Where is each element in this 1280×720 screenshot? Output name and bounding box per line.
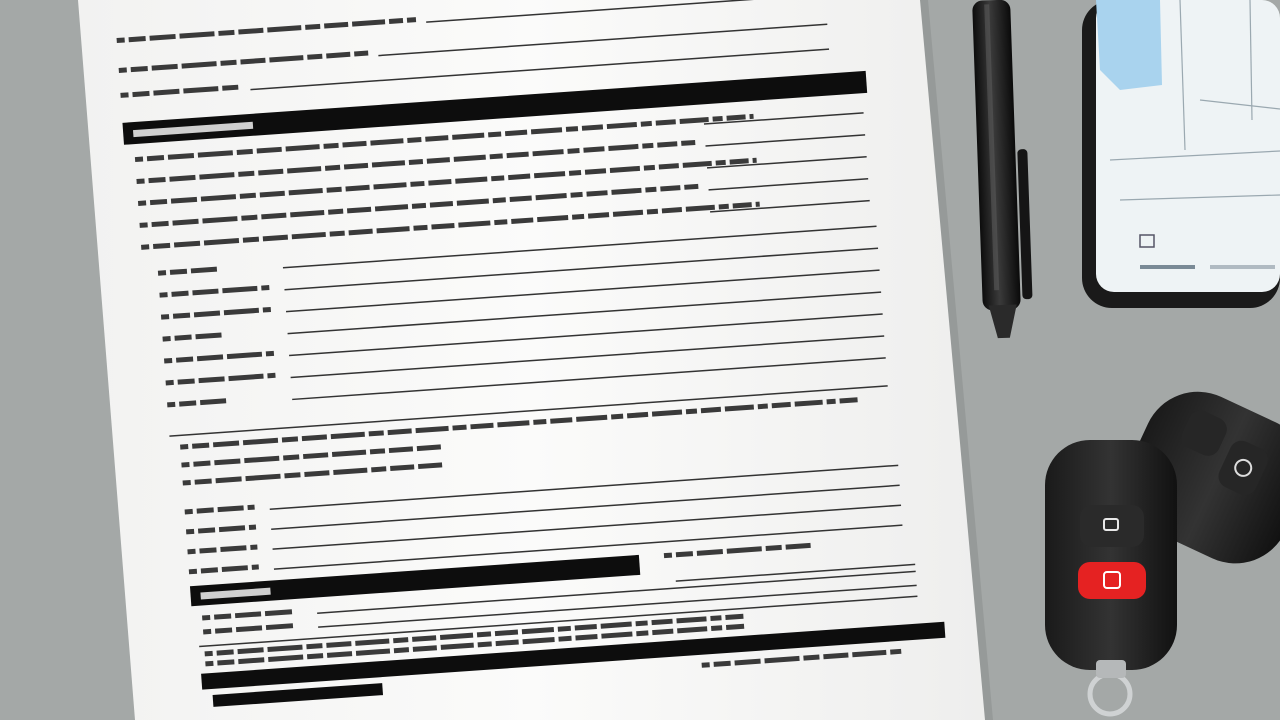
illegible-text: [161, 314, 169, 320]
illegible-text: [488, 131, 501, 137]
illegible-text: [647, 209, 658, 215]
illegible-text: [389, 18, 403, 24]
illegible-text: [370, 448, 385, 454]
illegible-text: [189, 569, 197, 575]
illegible-text: [490, 153, 503, 159]
smartphone: [1082, 0, 1280, 308]
illegible-text: [159, 292, 167, 298]
illegible-text: [756, 202, 760, 207]
illegible-text: [409, 159, 423, 165]
illegible-text: [452, 425, 466, 431]
illegible-text: [702, 662, 710, 668]
pen-tip: [989, 304, 1018, 338]
illegible-text: [138, 200, 146, 206]
illegible-text: [263, 307, 271, 313]
illegible-text: [203, 629, 211, 635]
illegible-text: [684, 184, 698, 190]
illegible-text: [567, 148, 579, 154]
illegible-text: [166, 380, 174, 386]
illegible-text: [645, 187, 656, 193]
illegible-text: [407, 17, 416, 23]
illegible-text: [493, 197, 506, 203]
illegible-text: [712, 116, 722, 122]
illegible-text: [250, 544, 257, 549]
illegible-text: [328, 209, 343, 215]
illegible-text: [247, 505, 254, 510]
illegible-text: [158, 270, 166, 276]
illegible-text: [307, 54, 322, 60]
illegible-text: [410, 181, 424, 187]
illegible-text: [185, 509, 193, 515]
illegible-text: [205, 661, 213, 667]
illegible-text: [412, 203, 426, 209]
illegible-text: [136, 178, 144, 184]
illegible-text: [181, 462, 189, 468]
illegible-text: [266, 351, 274, 357]
illegible-text: [164, 358, 172, 364]
illegible-text: [119, 67, 127, 73]
illegible-text: [120, 92, 128, 98]
illegible-text: [758, 404, 768, 410]
illegible-text: [162, 336, 170, 342]
illegible-text: [354, 51, 368, 57]
illegible-text: [635, 620, 647, 626]
illegible-text: [326, 187, 341, 193]
illegible-text: [752, 158, 756, 163]
illegible-text: [719, 204, 729, 210]
illegible-text: [611, 414, 623, 420]
illegible-text: [325, 165, 340, 171]
illegible-text: [477, 631, 491, 637]
panic-button: [1078, 562, 1146, 599]
key-fob: [1045, 440, 1177, 714]
illegible-text: [252, 564, 259, 569]
illegible-text: [710, 615, 721, 621]
illegible-text: [641, 121, 652, 127]
illegible-text: [642, 143, 653, 149]
illegible-text: [558, 626, 571, 632]
illegible-text: [413, 225, 427, 231]
illegible-text: [749, 114, 753, 119]
illegible-text: [664, 553, 672, 559]
illegible-text: [533, 419, 546, 425]
illegible-text: [186, 529, 194, 535]
illegible-text: [139, 222, 147, 228]
illegible-text: [494, 219, 507, 225]
illegible-text: [407, 137, 421, 143]
illegible-text: [330, 231, 345, 237]
illegible-text: [636, 630, 648, 636]
illegible-text: [686, 408, 697, 414]
illegible-text: [261, 285, 269, 291]
illegible-text: [890, 649, 901, 655]
illegible-text: [183, 480, 191, 486]
illegible-text: [681, 140, 695, 146]
illegible-text: [323, 143, 338, 149]
illegible-text: [566, 126, 578, 132]
illegible-text: [205, 651, 213, 657]
illegible-text: [267, 373, 275, 379]
illegible-text: [569, 170, 581, 176]
illegible-text: [393, 637, 408, 643]
illegible-text: [202, 615, 210, 621]
illegible-text: [180, 444, 188, 450]
illegible-text: [716, 160, 726, 166]
illegible-text: [371, 466, 386, 472]
illegible-text: [711, 625, 722, 631]
key-ring: [1090, 674, 1130, 714]
illegible-text: [369, 430, 384, 436]
illegible-text: [117, 37, 125, 43]
illegible-text: [572, 214, 584, 220]
illegible-text: [187, 549, 195, 555]
pen: [972, 0, 1034, 339]
illegible-text: [570, 192, 582, 198]
lock-button: [1080, 505, 1144, 547]
illegible-text: [141, 244, 149, 250]
illegible-text: [644, 165, 655, 171]
illegible-text: [394, 647, 409, 653]
illegible-text: [305, 24, 320, 30]
illegible-text: [135, 157, 143, 163]
illegible-text: [826, 399, 835, 405]
illegible-text: [249, 525, 256, 530]
illegible-text: [558, 636, 571, 642]
illegible-text: [491, 175, 504, 181]
illegible-text: [478, 641, 492, 647]
illegible-text: [167, 402, 175, 408]
